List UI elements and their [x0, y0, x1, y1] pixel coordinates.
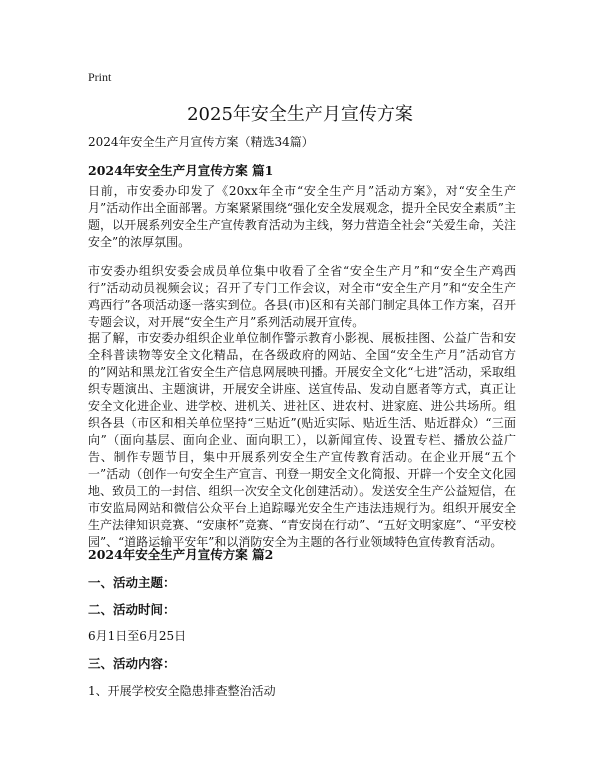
print-label[interactable]: Print: [88, 70, 112, 84]
activity-content-heading: 三、活动内容：: [88, 656, 176, 671]
section1-paragraph-1: 日前，市安委办印发了《20xx年全市“安全生产月”活动方案》，对“安全生产月”活动作出全面部署。方案紧紧围绕“强化安全发展观念，提升全民安全素质”主题，以开展系列安全生产宣传教育活动为主线，努力营造全社会“关爱生命，关注安全”的浓厚氛围。: [88, 184, 516, 249]
section2-heading: 2024年安全生产月宣传方案 篇2: [88, 547, 274, 562]
activity-time-value: 6月1日至6月25日: [88, 629, 187, 643]
activity-theme-heading: 一、活动主题：: [88, 575, 176, 590]
document-subtitle: 2024年安全生产月宣传方案（精选34篇）: [88, 135, 314, 149]
section1-paragraph-2: 市安委办组织安委会成员单位集中收看了全省“安全生产月”和“安全生产鸡西行”活动动员视频会议；召开了专门工作会议，对全市“安全生产月”和“安全生产鸡西行”各项活动逐一落实到位。各县(市)区和有关部门制定具体工作方案，召开专题会议，对开展“安全生产月”系列活动展开宣传。: [88, 264, 516, 329]
section1-heading: 2024年安全生产月宣传方案 篇1: [88, 163, 274, 178]
activity-content-item-1: 1、开展学校安全隐患排查整治活动: [88, 684, 276, 698]
document-title: 2025年安全生产月宣传方案: [187, 104, 413, 125]
activity-time-heading: 二、活动时间：: [88, 602, 176, 617]
section1-paragraph-3: 据了解，市安委办组织企业单位制作警示教育小影视、展板挂图、公益广告和安全科普读物等安全文化精品，在各级政府的网站、全国“安全生产月”活动官方的”网站和黑龙江省安全生产信息网展映刊播。开展安全文化“七进”活动，采取组织专题演出、主题演讲，开展安全讲座、送宣传品、发动自愿者等方式，真正让安全文化进企业、进学校、进机关、进社区、进农村、进家庭、进公共场所。组织各县（市区和相关单位坚持“三贴近”(贴近实际、贴近生活、贴近群众）“三面向”（面向基层、面向企业、面向职工），以新闻宣传、设置专栏、播放公益广告、制作专题节目，集中开展系列安全生产宣传教育活动。在企业开展“五个一”活动（创作一句安全生产宣言、刊登一期安全文化简报、开辟一个安全文化园地、致员工的一封信、组织一次安全文化创建活动）。发送安全生产公益短信，在市安监局网站和微信公众平台上追踪曝光安全生产违法违规行为。组织开展安全生产法律知识竞赛、“安康杯”竞赛、“青安岗在行动”、“五好文明家庭”、“平安校园”、“道路运输平安年”和以消防安全为主题的各行业领域特色宣传教育活动。: [88, 331, 516, 549]
